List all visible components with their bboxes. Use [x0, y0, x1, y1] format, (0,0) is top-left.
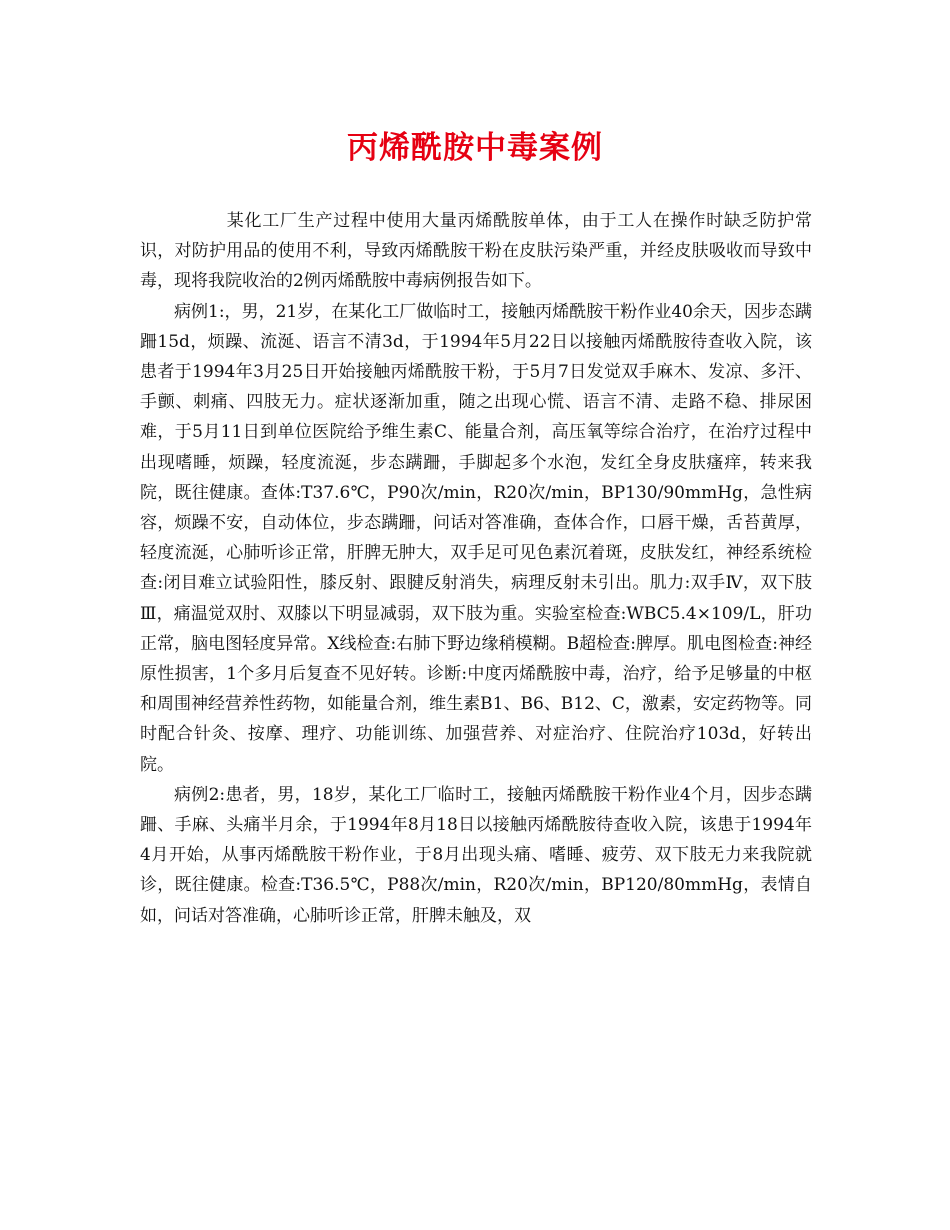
case-2-paragraph: 病例2:患者，男，18岁，某化工厂临时工，接触丙烯酰胺干粉作业4个月，因步态蹒跚、手麻、头痛半月余，于1994年8月18日以接触丙烯酰胺待查收入院，该患于1994年4月开始，从事丙烯酰胺干粉作业，于8月出现头痛、嗜睡、疲劳、双下肢无力来我院就诊，既往健康。检查:T36.5℃，P88次/min，R20次/min，BP120/80mmHg，表情自如，问话对答准确，心肺听诊正常，肝脾未触及，双	[140, 784, 812, 926]
document-body	[140, 206, 812, 931]
case-1-paragraph: 病例1:，男，21岁，在某化工厂做临时工，接触丙烯酰胺干粉作业40余天，因步态蹒跚15d，烦躁、流涎、语言不清3d，于1994年5月22日以接触丙烯酰胺待查收入院，该患者于1994年3月25日开始接触丙烯酰胺干粉，于5月7日发觉双手麻木、发凉、多汗、手颤、刺痛、四肢无力。症状逐渐加重，随之出现心慌、语言不清、走路不稳、排尿困难，于5月11日到单位医院给予维生素C、能量合剂，高压氧等综合治疗，在治疗过程中出现嗜睡，烦躁，轻度流涎，步态蹒跚，手脚起多个水泡，发红全身皮肤瘙痒，转来我院，既往健康。查体:T37.6℃，P90次/min，R20次/min，BP130/90mmHg，急性病容，烦躁不安，自动体位，步态蹒跚，问话对答准确，查体合作，口唇干燥，舌苔黄厚，轻度流涎，心肺听诊正常，肝脾无肿大，双手足可见色素沉着斑，皮肤发红，神经系统检查:闭目难立试验阳性，膝反射、跟腱反射消失，病理反射未引出。肌力:双手Ⅳ，双下肢Ⅲ，痛温觉双肘、双膝以下明显减弱，双下肢为重。实验室检查:WBC5.4×109/L，肝功正常，脑电图轻度异常。X线检查:右肺下野边缘稍模糊。B超检查:脾厚。肌电图检查:神经原性损害，1个多月后复查不见好转。诊断:中度丙烯酰胺中毒，治疗，给予足够量的中枢和周围神经营养性药物，如能量合剂，维生素B1、B6、B12、C，激素，安定药物等。同时配合针灸、按摩、理疗、功能训练、加强营养、对症治疗、住院治疗103d，好转出院。	[140, 301, 812, 775]
intro-paragraph: 某化工厂生产过程中使用大量丙烯酰胺单体，由于工人在操作时缺乏防护常识，对防护用品的使用不利，导致丙烯酰胺干粉在皮肤污染严重，并经皮肤吸收而导致中毒，现将我院收治的2例丙烯酰胺中毒病例报告如下。	[140, 211, 812, 292]
document-title: 丙烯酰胺中毒案例	[347, 130, 603, 166]
